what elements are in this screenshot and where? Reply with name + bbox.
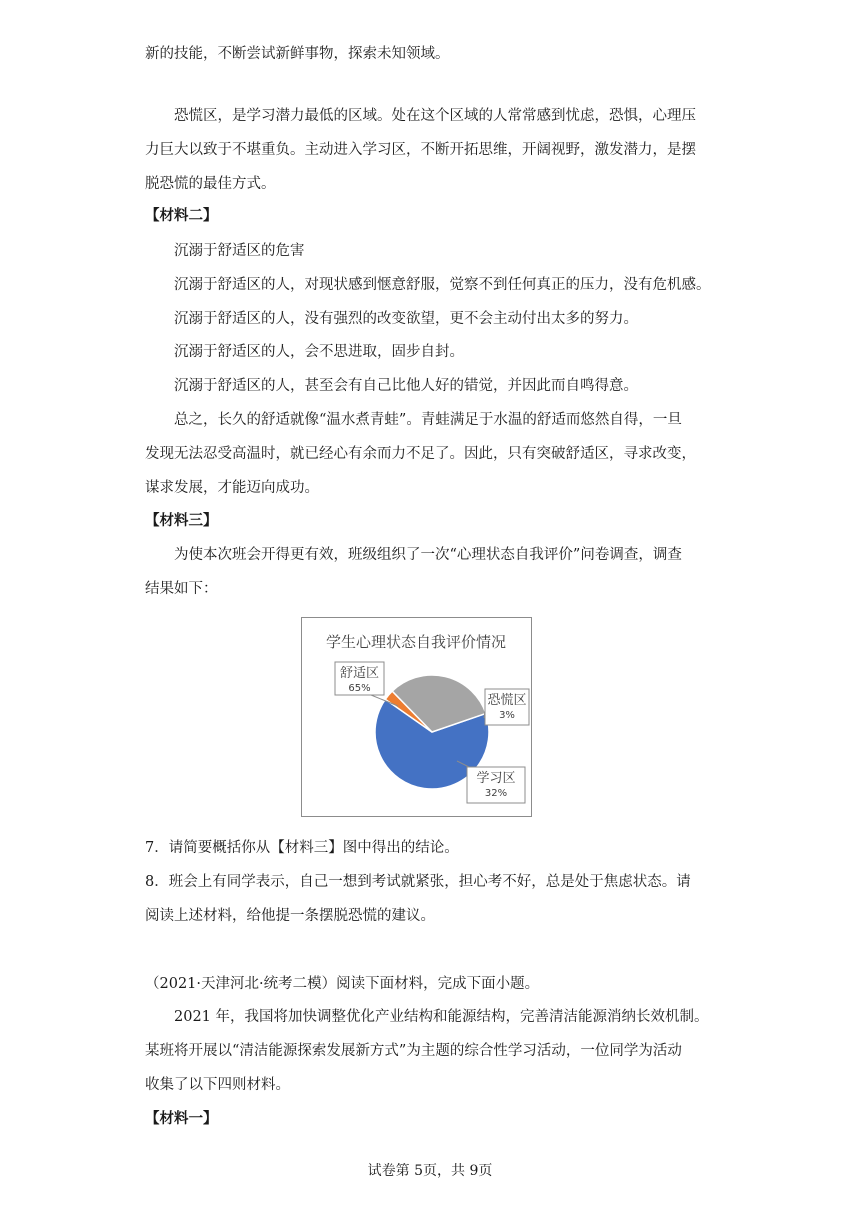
question-7: 7．请简要概括你从【材料三】图中得出的结论。 <box>145 840 459 856</box>
paragraph-line: 2021 年，我国将加快调整优化产业结构和能源结构，完善清洁能源消纳长效机制。 <box>174 1009 709 1025</box>
exam-source-line: （2021·天津河北·统考二模）阅读下面材料，完成下面小题。 <box>145 976 540 992</box>
section-heading: 【材料三】 <box>145 512 218 529</box>
pie-slice-value: 65% <box>348 683 371 694</box>
paragraph-line: 力巨大以致于不堪重负。主动进入学习区，不断开拓思维，开阔视野，激发潜力，是摆 <box>145 142 696 158</box>
chart-title: 学生心理状态自我评价情况 <box>325 633 507 651</box>
paragraph-line: 阅读上述材料，给他提一条摆脱恐慌的建议。 <box>145 908 435 924</box>
section-heading: 【材料一】 <box>145 1110 218 1127</box>
pie-slice-label: 恐慌区 <box>487 693 527 708</box>
paragraph-line: 收集了以下四则材料。 <box>145 1077 290 1093</box>
paragraph-line: 发现无法忍受高温时，就已经心有余而力不足了。因此，只有突破舒适区，寻求改变， <box>145 446 696 462</box>
pie-chart <box>301 617 532 817</box>
pie-slice-label: 舒适区 <box>339 666 380 681</box>
paragraph-line: 总之，长久的舒适就像“温水煮青蛙”。青蛙满足于水温的舒适而悠然自得，一旦 <box>174 412 682 428</box>
paragraph-line: 沉溺于舒适区的人，会不思进取，固步自封。 <box>174 344 464 360</box>
paragraph-line: 某班将开展以“清洁能源探索发展新方式”为主题的综合性学习活动，一位同学为活动 <box>145 1043 682 1059</box>
paragraph-line: 恐慌区，是学习潜力最低的区域。处在这个区域的人常常感到忧虑，恐惧，心理压 <box>174 108 696 124</box>
question-8: 8．班会上有同学表示，自己一想到考试就紧张，担心考不好，总是处于焦虑状态。请 <box>145 874 691 890</box>
paragraph-line: 结果如下： <box>145 581 218 597</box>
paragraph-line: 新的技能，不断尝试新鲜事物，探索未知领域。 <box>145 46 450 62</box>
paragraph-line: 为使本次班会开得更有效，班级组织了一次“心理状态自我评价”问卷调查，调查 <box>174 547 682 563</box>
page-footer: 试卷第 5页，共 9页 <box>367 1163 493 1179</box>
paragraph-line: 沉溺于舒适区的人，对现状感到惬意舒服，觉察不到任何真正的压力，没有危机感。 <box>174 277 711 293</box>
pie-slice-label: 学习区 <box>476 771 516 786</box>
paragraph-line: 沉溺于舒适区的人，没有强烈的改变欲望，更不会主动付出太多的努力。 <box>174 311 638 327</box>
paragraph-line: 谋求发展，才能迈向成功。 <box>145 480 319 496</box>
section-heading: 【材料二】 <box>145 207 218 224</box>
pie-slice-value: 3% <box>499 710 515 721</box>
pie-slice-value: 32% <box>484 788 508 799</box>
paragraph-line: 脱恐慌的最佳方式。 <box>145 176 276 192</box>
paragraph-line: 沉溺于舒适区的危害 <box>174 243 305 259</box>
paragraph-line: 沉溺于舒适区的人，甚至会有自己比他人好的错觉，并因此而自鸣得意。 <box>174 378 638 394</box>
pie-chart-svg <box>302 618 531 816</box>
